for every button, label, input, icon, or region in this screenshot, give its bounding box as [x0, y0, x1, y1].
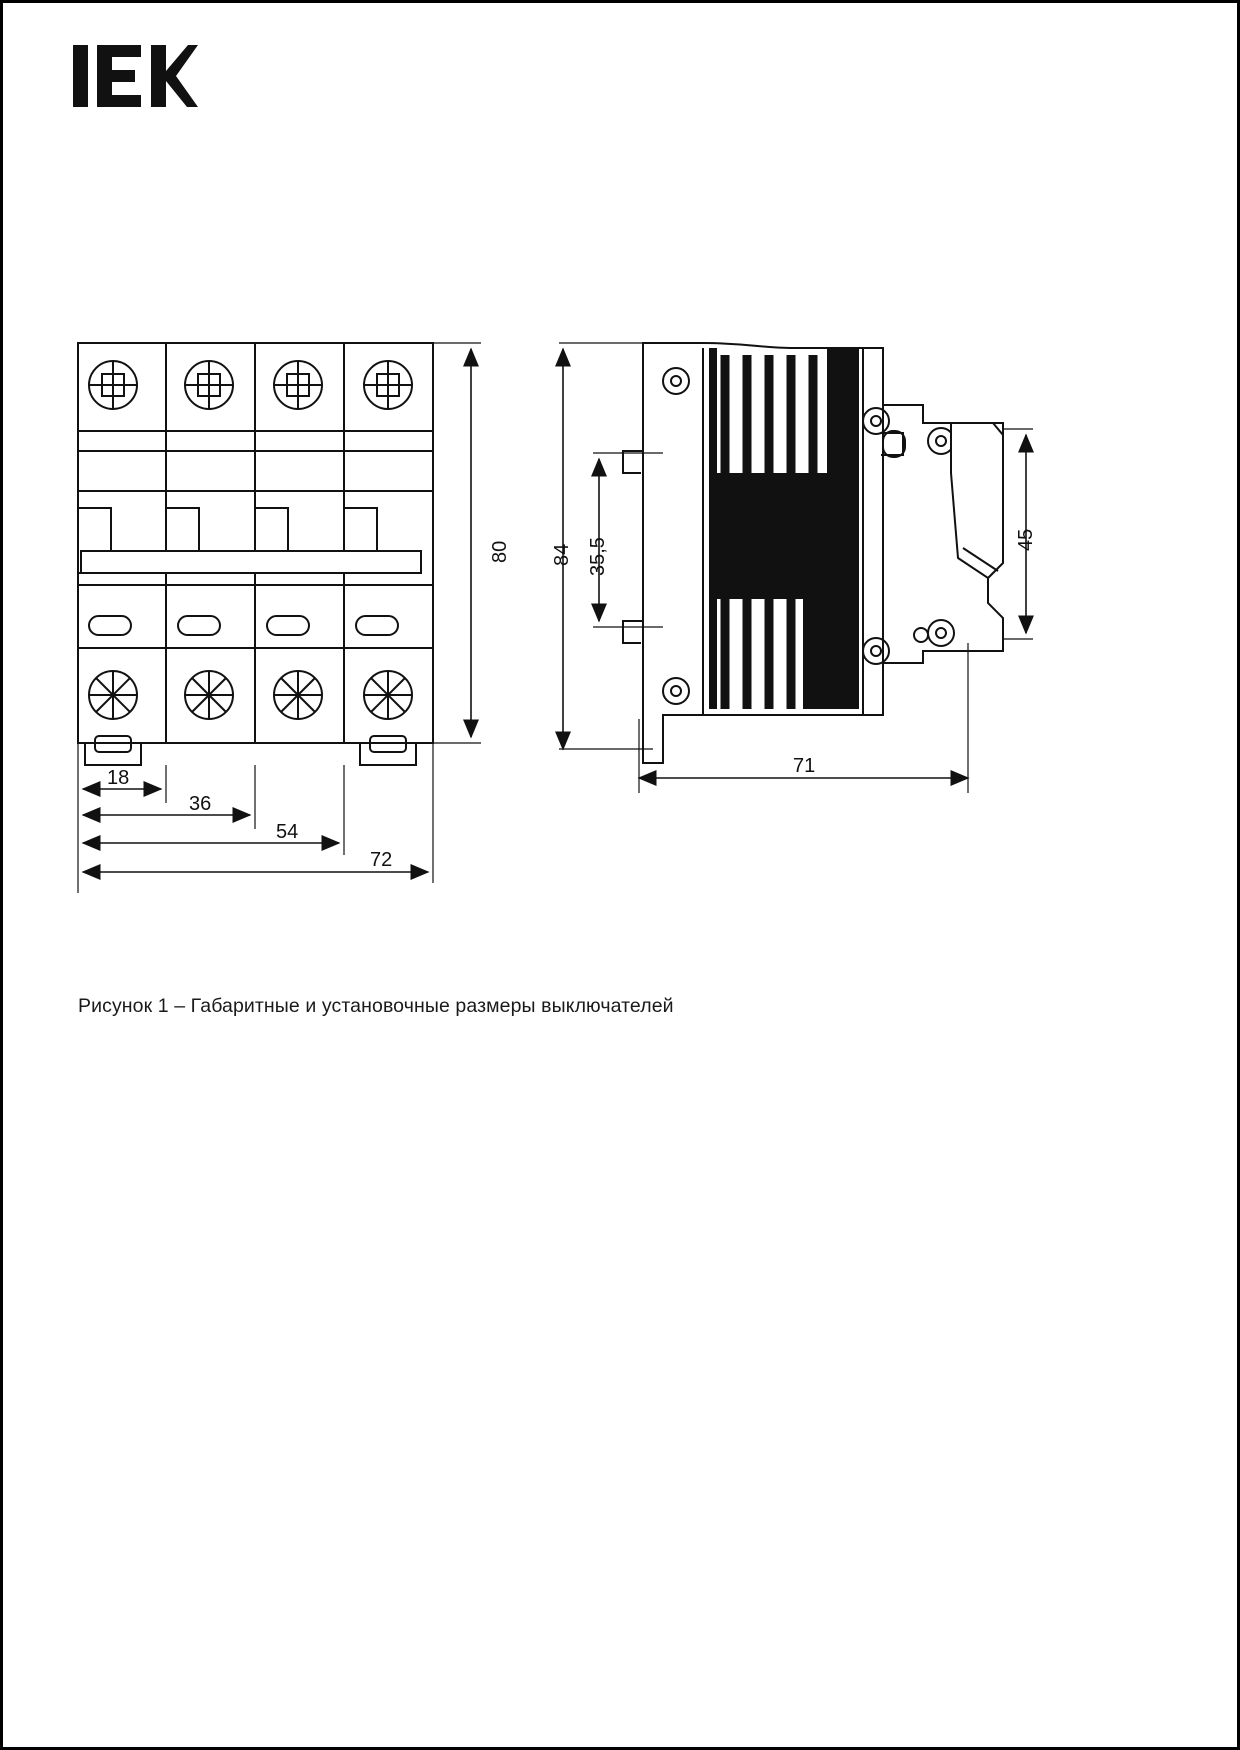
dim-80	[433, 343, 481, 743]
dim-label-71: 71	[793, 755, 816, 777]
dim-label-35-5: 35,5	[587, 537, 609, 576]
dim-label-18: 18	[107, 767, 130, 789]
technical-drawing	[3, 3, 1240, 1750]
figure-caption: Рисунок 1 – Габаритные и установочные размеры выключателей	[78, 995, 674, 1017]
dim-label-84: 84	[551, 543, 573, 566]
front-view-body	[78, 343, 433, 765]
dim-label-72: 72	[370, 849, 393, 871]
dim-label-45: 45	[1015, 528, 1037, 551]
dim-label-36: 36	[189, 793, 212, 815]
dim-label-54: 54	[276, 821, 299, 843]
dim-label-80: 80	[489, 540, 511, 563]
side-view-body	[623, 343, 1003, 763]
